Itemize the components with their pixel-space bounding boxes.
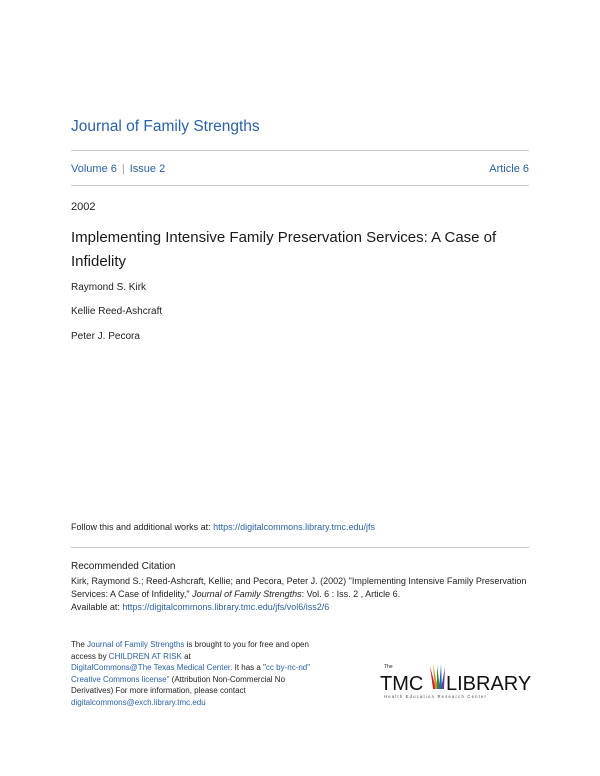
issue-link[interactable]: Issue 2	[129, 163, 166, 175]
divider-bottom	[71, 185, 529, 186]
footer-journal-link[interactable]: Journal of Family Strengths	[87, 640, 185, 649]
available-label: Available at:	[71, 602, 123, 612]
separator: |	[121, 163, 125, 175]
footer-dc-link[interactable]: DigitalCommons@The Texas Medical Center	[71, 663, 231, 672]
footer-license-link[interactable]: cc by-nc-nd" Creative Commons license"	[71, 663, 311, 684]
logo-book-icon	[430, 664, 445, 689]
citation-heading: Recommended Citation	[71, 561, 176, 572]
logo-the: The	[384, 664, 393, 670]
footer-text: The	[71, 640, 88, 649]
logo-library: LIBRARY	[446, 673, 532, 695]
publication-year: 2002	[71, 201, 96, 213]
paper-title: Implementing Intensive Family Preservation Services: A Case of Infidelity	[71, 229, 497, 270]
footer-org-link[interactable]: CHILDREN AT RISK	[108, 651, 182, 661]
footer-email-link[interactable]: digitalcommons@exch.library.tmc.edu	[71, 697, 206, 707]
footer-text: is brought to you for free and open access by	[71, 640, 309, 661]
author-name: Kellie Reed-Ashcraft	[71, 306, 163, 317]
follow-text: Follow this and additional works at:	[71, 522, 214, 532]
follow-link[interactable]: https://digitalcommons.library.tmc.edu/jfs	[213, 522, 375, 532]
footer-text: at	[181, 651, 191, 661]
citation-body	[71, 575, 531, 614]
divider-citation	[71, 547, 529, 548]
logo-tmc: TMC	[380, 673, 424, 695]
volume-link[interactable]: Volume 6	[71, 163, 117, 175]
divider-top	[71, 150, 529, 151]
logo-tagline: Health Education Research Center	[384, 694, 488, 699]
citation-journal: Journal of Family Strengths	[192, 589, 302, 599]
citation-volume: : Vol. 6 : Iss. 2 , Article 6.	[301, 589, 401, 599]
journal-title[interactable]: Journal of Family Strengths	[71, 118, 260, 135]
footer-notice	[71, 639, 311, 708]
footer-text: . It has a "	[230, 663, 266, 672]
follow-line	[71, 522, 375, 532]
citation-link[interactable]: https://digitalcommons.library.tmc.edu/jfs/vol6/iss2/6	[122, 602, 330, 612]
citation-text: Kirk, Raymond S.; Reed-Ashcraft, Kellie; and Pecora, Peter J. (2002) "Implementing Intensive Family Preservation Services: A Case of Infidelity,"	[71, 576, 527, 599]
article-link[interactable]: Article 6	[489, 163, 529, 175]
volume-issue-line	[71, 163, 165, 175]
author-name: Raymond S. Kirk	[71, 282, 147, 293]
author-name: Peter J. Pecora	[71, 331, 140, 342]
tmc-library-logo	[380, 662, 532, 702]
footer-text: (Attribution Non-Commercial No Derivatives) For more information, please contact	[71, 674, 286, 695]
